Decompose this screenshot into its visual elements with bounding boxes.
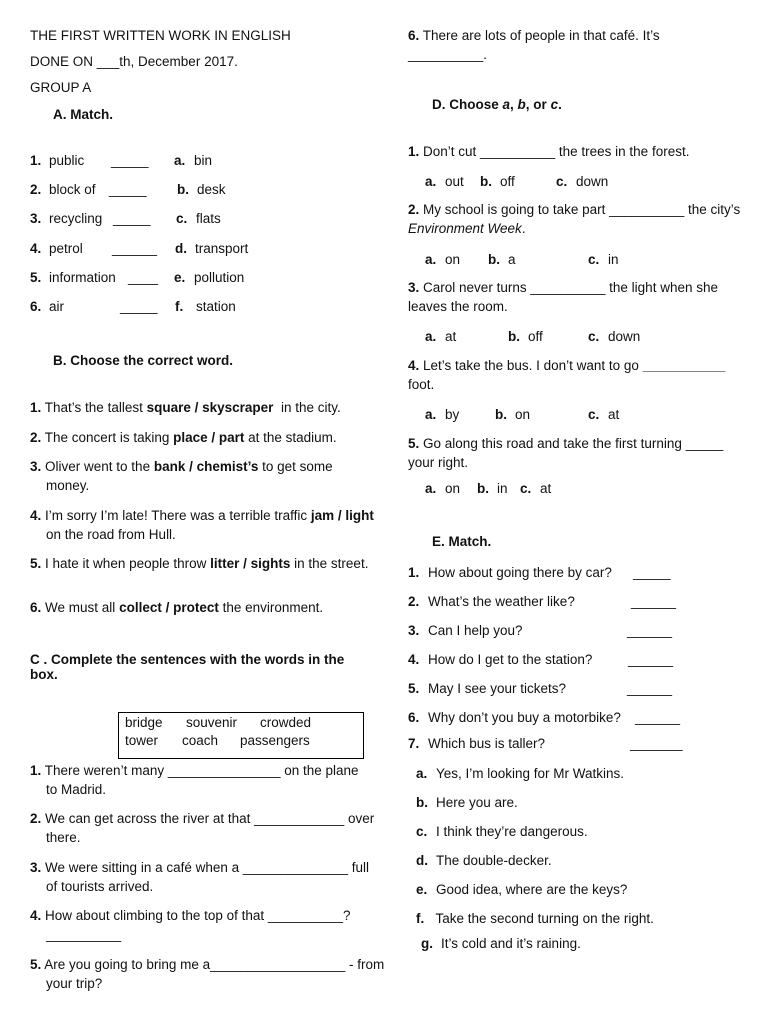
- sentence-text: Oliver went to the: [45, 459, 154, 474]
- question-text: Don’t cut __________ the trees in the forest.: [423, 144, 690, 159]
- section-d-title: D. Choose a, b, or c.: [432, 97, 562, 112]
- match-right-text: pollution: [194, 270, 245, 285]
- item-number: 6.: [408, 28, 420, 43]
- answer-blank[interactable]: ______: [112, 241, 158, 256]
- option-text[interactable]: in: [608, 252, 619, 267]
- item-number: 2.: [30, 182, 42, 197]
- sentence-item: [30, 554, 371, 573]
- option-letter[interactable]: c.: [556, 174, 568, 189]
- answer-blank[interactable]: ____: [128, 270, 159, 285]
- sentence-text: Are you going to bring me a__________________ - from your trip?: [44, 957, 385, 991]
- option-text[interactable]: in: [497, 481, 508, 496]
- word-box-item: passengers: [240, 733, 310, 748]
- fill-in-item: [30, 858, 381, 896]
- section-c-title: C . Complete the sentences with the words in the box.: [30, 652, 345, 682]
- sentence-item: [30, 506, 381, 544]
- word-choice[interactable]: place / part: [173, 430, 245, 445]
- option-letter: b.: [177, 182, 189, 197]
- question-text: Let’s take the bus. I don’t want to go: [423, 358, 643, 373]
- item-number: 3.: [408, 280, 420, 295]
- question-text: How about going there by car?: [428, 565, 612, 580]
- match-left-text: public: [49, 153, 85, 168]
- word-box-item: bridge: [125, 715, 163, 730]
- question-item: [408, 200, 743, 238]
- word-choice[interactable]: bank / chemist’s: [153, 459, 259, 474]
- item-number: 3.: [30, 860, 42, 875]
- item-number: 4.: [30, 241, 42, 256]
- answer-text: The double-decker.: [436, 853, 552, 868]
- option-text[interactable]: a: [508, 252, 516, 267]
- item-number: 4.: [408, 358, 420, 373]
- answer-letter: b.: [416, 795, 428, 810]
- question-text: May I see your tickets?: [428, 681, 567, 696]
- item-number: 3.: [30, 211, 42, 226]
- word-choice[interactable]: litter / sights: [210, 556, 291, 571]
- word-box: [118, 712, 364, 759]
- answer-letter: a.: [416, 766, 428, 781]
- question-text-italic: Environment Week: [408, 221, 522, 236]
- sentence-text: in the city.: [273, 400, 341, 415]
- sentence-text: in the street.: [290, 556, 369, 571]
- option-letter[interactable]: a.: [425, 329, 437, 344]
- question-item: [408, 278, 748, 316]
- sentence-text: I’m sorry I’m late! There was a terrible traffic: [45, 508, 311, 523]
- word-choice[interactable]: jam / light: [310, 508, 374, 523]
- match-left-text: block of: [49, 182, 96, 197]
- option-text[interactable]: off: [500, 174, 515, 189]
- fill-in-item: [30, 955, 391, 993]
- sentence-text: on the road from Hull.: [46, 508, 378, 542]
- option-text[interactable]: at: [540, 481, 552, 496]
- answer-letter: c.: [416, 824, 428, 839]
- match-left-text: petrol: [49, 241, 83, 256]
- answer-text: I think they’re dangerous.: [436, 824, 588, 839]
- option-letter: e.: [174, 270, 186, 285]
- question-text: Can I help you?: [428, 623, 523, 638]
- item-number: 4.: [30, 908, 42, 923]
- item-number: 2.: [408, 202, 420, 217]
- answer-blank[interactable]: _____: [111, 153, 149, 168]
- section-b-title: B. Choose the correct word.: [53, 353, 234, 368]
- option-letter[interactable]: c.: [588, 252, 600, 267]
- item-number: 1.: [30, 400, 42, 415]
- sentence-item: [30, 428, 381, 447]
- sentence-text: There weren’t many _______________ on the plane to Madrid.: [44, 763, 359, 797]
- item-number: 5.: [408, 681, 420, 696]
- option-text[interactable]: out: [445, 174, 464, 189]
- match-left-text: recycling: [49, 211, 103, 226]
- question-text: .: [521, 221, 526, 236]
- answer-text: Take the second turning on the right.: [432, 911, 654, 926]
- word-box-item: tower: [125, 733, 159, 748]
- option-letter[interactable]: a.: [425, 252, 437, 267]
- option-text[interactable]: by: [445, 407, 460, 422]
- option-text[interactable]: down: [576, 174, 609, 189]
- item-number: 3.: [408, 623, 420, 638]
- question-text: foot.: [408, 358, 730, 392]
- sentence-text: There are lots of people in that café. It’s __________.: [408, 28, 660, 62]
- sentence-text: to get some money.: [46, 459, 337, 493]
- item-number: 4.: [408, 652, 420, 667]
- section-a-title: A. Match.: [53, 107, 114, 122]
- sentence-item: [30, 598, 381, 617]
- sentence-text: How about climbing to the top of that __________?__________: [45, 908, 351, 942]
- sentence-text: We can get across the river at that ____________ over there.: [45, 811, 375, 845]
- answer-text: Yes, I’m looking for Mr Watkins.: [436, 766, 625, 781]
- option-letter[interactable]: a.: [425, 407, 437, 422]
- option-letter[interactable]: a.: [425, 174, 437, 189]
- item-number: 3.: [30, 459, 42, 474]
- option-letter[interactable]: c.: [588, 407, 600, 422]
- option-text[interactable]: on: [515, 407, 531, 422]
- answer-letter: f.: [416, 911, 425, 926]
- answer-blank[interactable]: ______: [628, 652, 674, 667]
- sentence-text: The concert is taking: [44, 430, 174, 445]
- option-letter: c.: [176, 211, 188, 226]
- word-box-item: souvenir: [186, 715, 238, 730]
- item-number: 5.: [30, 270, 42, 285]
- question-item: [408, 356, 748, 394]
- item-number: 6.: [30, 299, 42, 314]
- item-number: 6.: [30, 600, 42, 615]
- sentence-item: [30, 398, 381, 417]
- sentence-item: [30, 457, 371, 495]
- item-number: 1.: [408, 144, 420, 159]
- match-left-text: air: [49, 299, 65, 314]
- sentence-text: the environment.: [218, 600, 324, 615]
- answer-text: It’s cold and it’s raining.: [441, 936, 581, 951]
- question-item: [408, 434, 748, 472]
- option-letter[interactable]: b.: [495, 407, 507, 422]
- answer-blank[interactable]: _____: [120, 299, 158, 314]
- question-text: Which bus is taller?: [428, 736, 546, 751]
- answer-text: Here you are.: [436, 795, 518, 810]
- fill-in-item: [30, 761, 361, 799]
- answer-blank[interactable]: _____: [113, 211, 151, 226]
- fill-in-item: [408, 26, 708, 64]
- question-text: My school is going to take part __________ the city’s: [423, 202, 744, 217]
- option-text[interactable]: off: [528, 329, 543, 344]
- match-left-text: information: [49, 270, 116, 285]
- option-letter[interactable]: b.: [477, 481, 489, 496]
- item-number: 2.: [408, 594, 420, 609]
- fill-in-item: [30, 906, 356, 944]
- word-choice[interactable]: square / skyscraper: [146, 400, 274, 415]
- option-letter: f.: [175, 299, 184, 314]
- item-number: 7.: [408, 736, 420, 751]
- item-number: 1.: [408, 565, 420, 580]
- option-text[interactable]: on: [445, 252, 461, 267]
- option-letter[interactable]: b.: [480, 174, 492, 189]
- answer-blank[interactable]: _______: [630, 736, 683, 751]
- match-right-text: bin: [194, 153, 213, 168]
- answer-blank: ___________: [642, 358, 726, 373]
- option-letter[interactable]: c.: [520, 481, 532, 496]
- item-number: 4.: [30, 508, 42, 523]
- option-letter[interactable]: a.: [425, 481, 437, 496]
- section-e-title: E. Match.: [432, 534, 492, 549]
- match-right-text: station: [196, 299, 236, 314]
- option-letter[interactable]: b.: [488, 252, 500, 267]
- answer-text: Good idea, where are the keys?: [436, 882, 628, 897]
- word-box-item: crowded: [260, 715, 312, 730]
- option-letter[interactable]: b.: [508, 329, 520, 344]
- option-letter: d.: [175, 241, 187, 256]
- sentence-text: I hate it when people throw: [45, 556, 211, 571]
- item-number: 5.: [408, 436, 420, 451]
- item-number: 5.: [30, 556, 42, 571]
- option-text[interactable]: down: [608, 329, 641, 344]
- sentence-text: That’s the tallest: [44, 400, 147, 415]
- answer-letter: g.: [421, 936, 433, 951]
- question-text: Carol never turns __________ the light when she leaves the room.: [408, 280, 722, 314]
- word-box-item: coach: [182, 733, 219, 748]
- item-number: 1.: [30, 763, 42, 778]
- match-right-text: transport: [195, 241, 249, 256]
- question-item: [408, 142, 728, 161]
- item-number: 5.: [30, 957, 42, 972]
- item-number: 2.: [30, 811, 42, 826]
- option-letter: a.: [174, 153, 186, 168]
- option-text[interactable]: at: [445, 329, 457, 344]
- match-right-text: desk: [197, 182, 226, 197]
- fill-in-item: [30, 809, 381, 847]
- answer-blank[interactable]: ______: [627, 623, 673, 638]
- answer-blank[interactable]: ______: [627, 681, 673, 696]
- answer-blank[interactable]: _____: [633, 565, 671, 580]
- match-right-text: flats: [196, 211, 221, 226]
- answer-blank[interactable]: ______: [631, 594, 677, 609]
- answer-blank[interactable]: _____: [109, 182, 147, 197]
- sentence-text: We were sitting in a café when a ______________ full of tourists arrived.: [45, 860, 370, 894]
- question-text: Go along this road and take the first turning _____ your right.: [408, 436, 727, 470]
- option-text[interactable]: on: [445, 481, 461, 496]
- item-number: 6.: [408, 710, 420, 725]
- answer-letter: d.: [416, 853, 428, 868]
- sentence-text: We must all: [45, 600, 120, 615]
- answer-letter: e.: [416, 882, 428, 897]
- answer-blank[interactable]: ______: [635, 710, 681, 725]
- worksheet-group: GROUP A: [30, 80, 92, 95]
- sentence-text: at the stadium.: [244, 430, 337, 445]
- question-text: Why don’t you buy a motorbike?: [428, 710, 621, 725]
- question-text: What’s the weather like?: [428, 594, 575, 609]
- option-letter[interactable]: c.: [588, 329, 600, 344]
- option-text[interactable]: at: [608, 407, 620, 422]
- question-text: How do I get to the station?: [428, 652, 593, 667]
- worksheet-date-line: DONE ON ___th, December 2017.: [30, 54, 238, 69]
- worksheet-title: THE FIRST WRITTEN WORK IN ENGLISH: [30, 28, 291, 43]
- item-number: 1.: [30, 153, 42, 168]
- item-number: 2.: [30, 430, 42, 445]
- word-choice[interactable]: collect / protect: [119, 600, 219, 615]
